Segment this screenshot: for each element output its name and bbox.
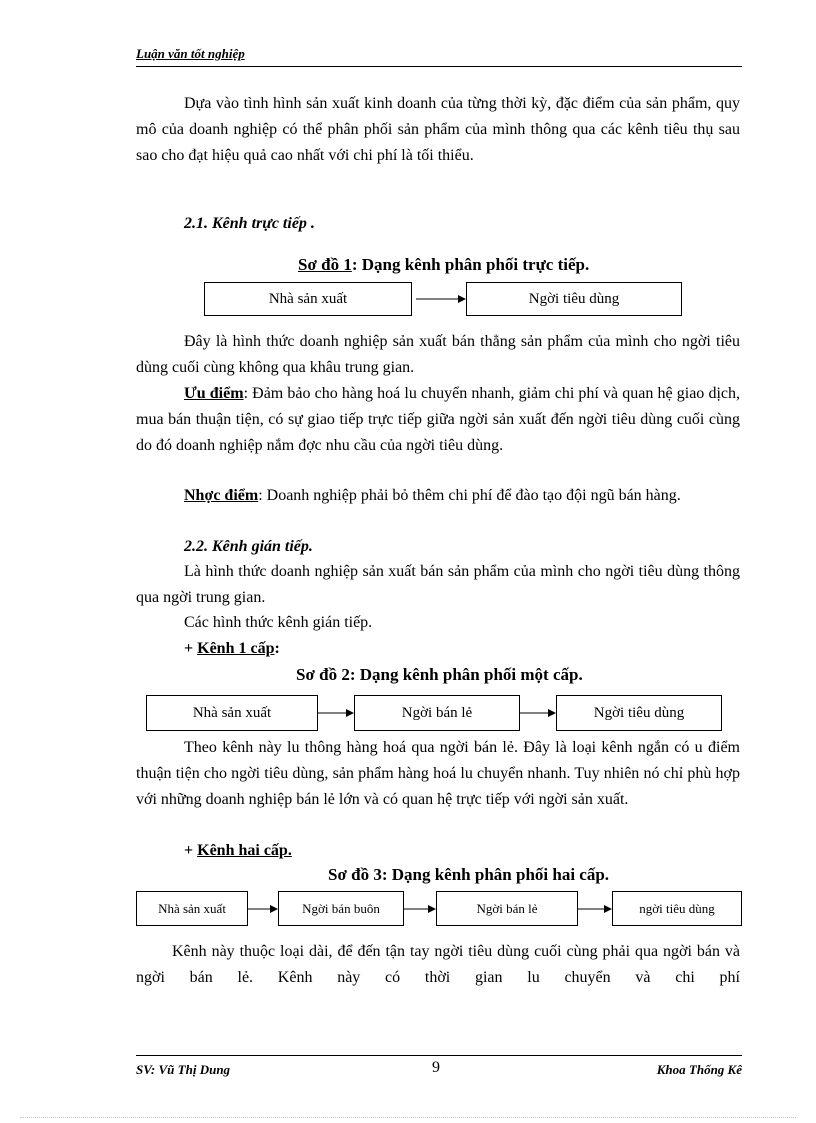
d2-box-consumer: Ngời tiêu dùng xyxy=(556,695,722,731)
disadvantage-text: : Doanh nghiệp phải bỏ thêm chi phí để đào tạo đội ngũ bán hàng. xyxy=(258,487,681,504)
footer-department: Khoa Thống Kê xyxy=(656,1062,742,1077)
channel-1-suffix: : xyxy=(274,640,280,657)
channel-1-label: Kênh 1 cấp xyxy=(197,640,275,657)
channel-1-prefix: + xyxy=(184,640,198,657)
disadvantage-label: Nhợc điểm xyxy=(184,487,259,504)
channel-2-heading xyxy=(184,838,484,864)
paragraph-advantage xyxy=(136,381,740,459)
d2-box-producer: Nhà sản xuất xyxy=(146,695,318,731)
d3-box-producer: Nhà sản xuất xyxy=(136,891,248,926)
paragraph-disadvantage xyxy=(136,483,740,509)
d3-arrow-1-icon xyxy=(248,902,278,916)
paragraph-direct: Đây là hình thức doanh nghiệp sản xuất bán thẳng sản phẩm của mình cho ngời tiêu dùng cuối cùng không qua khâu trung gian. xyxy=(136,333,740,376)
d3-box-retailer: Ngời bán lẻ xyxy=(436,891,578,926)
d1-arrow-icon xyxy=(414,292,466,306)
advantage-label: Ưu điểm xyxy=(184,385,244,402)
diagram-1-caption xyxy=(298,252,738,278)
d3-arrow-2-icon xyxy=(404,902,436,916)
page-bottom-divider xyxy=(20,1117,796,1118)
header-title: Luận văn tốt nghiệp xyxy=(136,46,245,61)
page-header xyxy=(136,46,742,67)
advantage-text: : Đảm bảo cho hàng hoá lu chuyển nhanh, giảm chi phí và quan hệ giao dịch, mua bán thuận tiện, có sự giao tiếp trực tiếp giữa ngời sản xuất đến ngời tiêu dùng cuối cùng do đó doanh nghiệp nắm đợc nhu cầu của ngời tiêu dùng. xyxy=(136,385,741,454)
diagram-1-title: : Dạng kênh phân phối trực tiếp. xyxy=(351,255,590,274)
paragraph-channel-1: Theo kênh này lu thông hàng hoá qua ngời bán lẻ. Đây là loại kênh ngắn có u điểm thuận tiện cho ngời tiêu dùng, sản phẩm hàng hoá lu chuyển nhanh. Tuy nhiên nó chỉ phù hợp với những doanh nghiệp bán lẻ lớn và có quan hệ trực tiếp với ngời sản xuất. xyxy=(136,739,740,808)
channel-2-label: Kênh hai cấp. xyxy=(197,842,292,859)
d1-box-producer: Nhà sản xuất xyxy=(204,282,412,316)
d3-box-wholesaler: Ngời bán buôn xyxy=(278,891,404,926)
paragraph-indirect: Là hình thức doanh nghiệp sản xuất bán sản phẩm của mình cho ngời tiêu dùng thông qua ngời trung gian. xyxy=(136,563,740,606)
diagram-1-label: Sơ đồ 1 xyxy=(298,255,352,274)
page-number: 9 xyxy=(432,1059,440,1076)
d2-box-retailer: Ngời bán lẻ xyxy=(354,695,520,731)
d3-arrow-3-icon xyxy=(578,902,612,916)
channel-2-prefix: + xyxy=(184,842,198,859)
d2-arrow-2-icon xyxy=(520,706,556,720)
d2-arrow-1-icon xyxy=(318,706,354,720)
diagram-2-title: Sơ đồ 2: Dạng kênh phân phối một cấp. xyxy=(296,665,583,684)
diagram-3-title: Sơ đồ 3: Dạng kênh phân phối hai cấp. xyxy=(328,865,610,884)
page-footer xyxy=(136,1055,742,1082)
d1-box-consumer: Ngời tiêu dùng xyxy=(466,282,682,316)
heading-2-2: 2.2. Kênh gián tiếp. xyxy=(184,538,313,555)
footer-author: SV: Vũ Thị Dung xyxy=(136,1062,231,1077)
channel-1-heading xyxy=(184,636,484,662)
heading-2-1: 2.1. Kênh trực tiếp . xyxy=(184,215,315,232)
paragraph-intro: Dựa vào tình hình sản xuất kinh doanh của từng thời kỳ, đặc điểm của sản phẩm, quy mô của doanh nghiệp có thể phân phối sản phẩm của mình thông qua các kênh tiêu thụ sau sao cho đạt hiệu quả cao nhất với chi phí là tối thiểu. xyxy=(136,95,740,164)
d3-box-consumer: ngời tiêu dùng xyxy=(612,891,742,926)
paragraph-forms: Các hình thức kênh gián tiếp. xyxy=(184,614,373,631)
paragraph-channel-2: Kênh này thuộc loại dài, để đến tận tay ngời tiêu dùng cuối cùng phải qua ngời bán và ngời bán lẻ. Kênh này có thời gian lu chuyển và chi phí xyxy=(136,943,740,986)
